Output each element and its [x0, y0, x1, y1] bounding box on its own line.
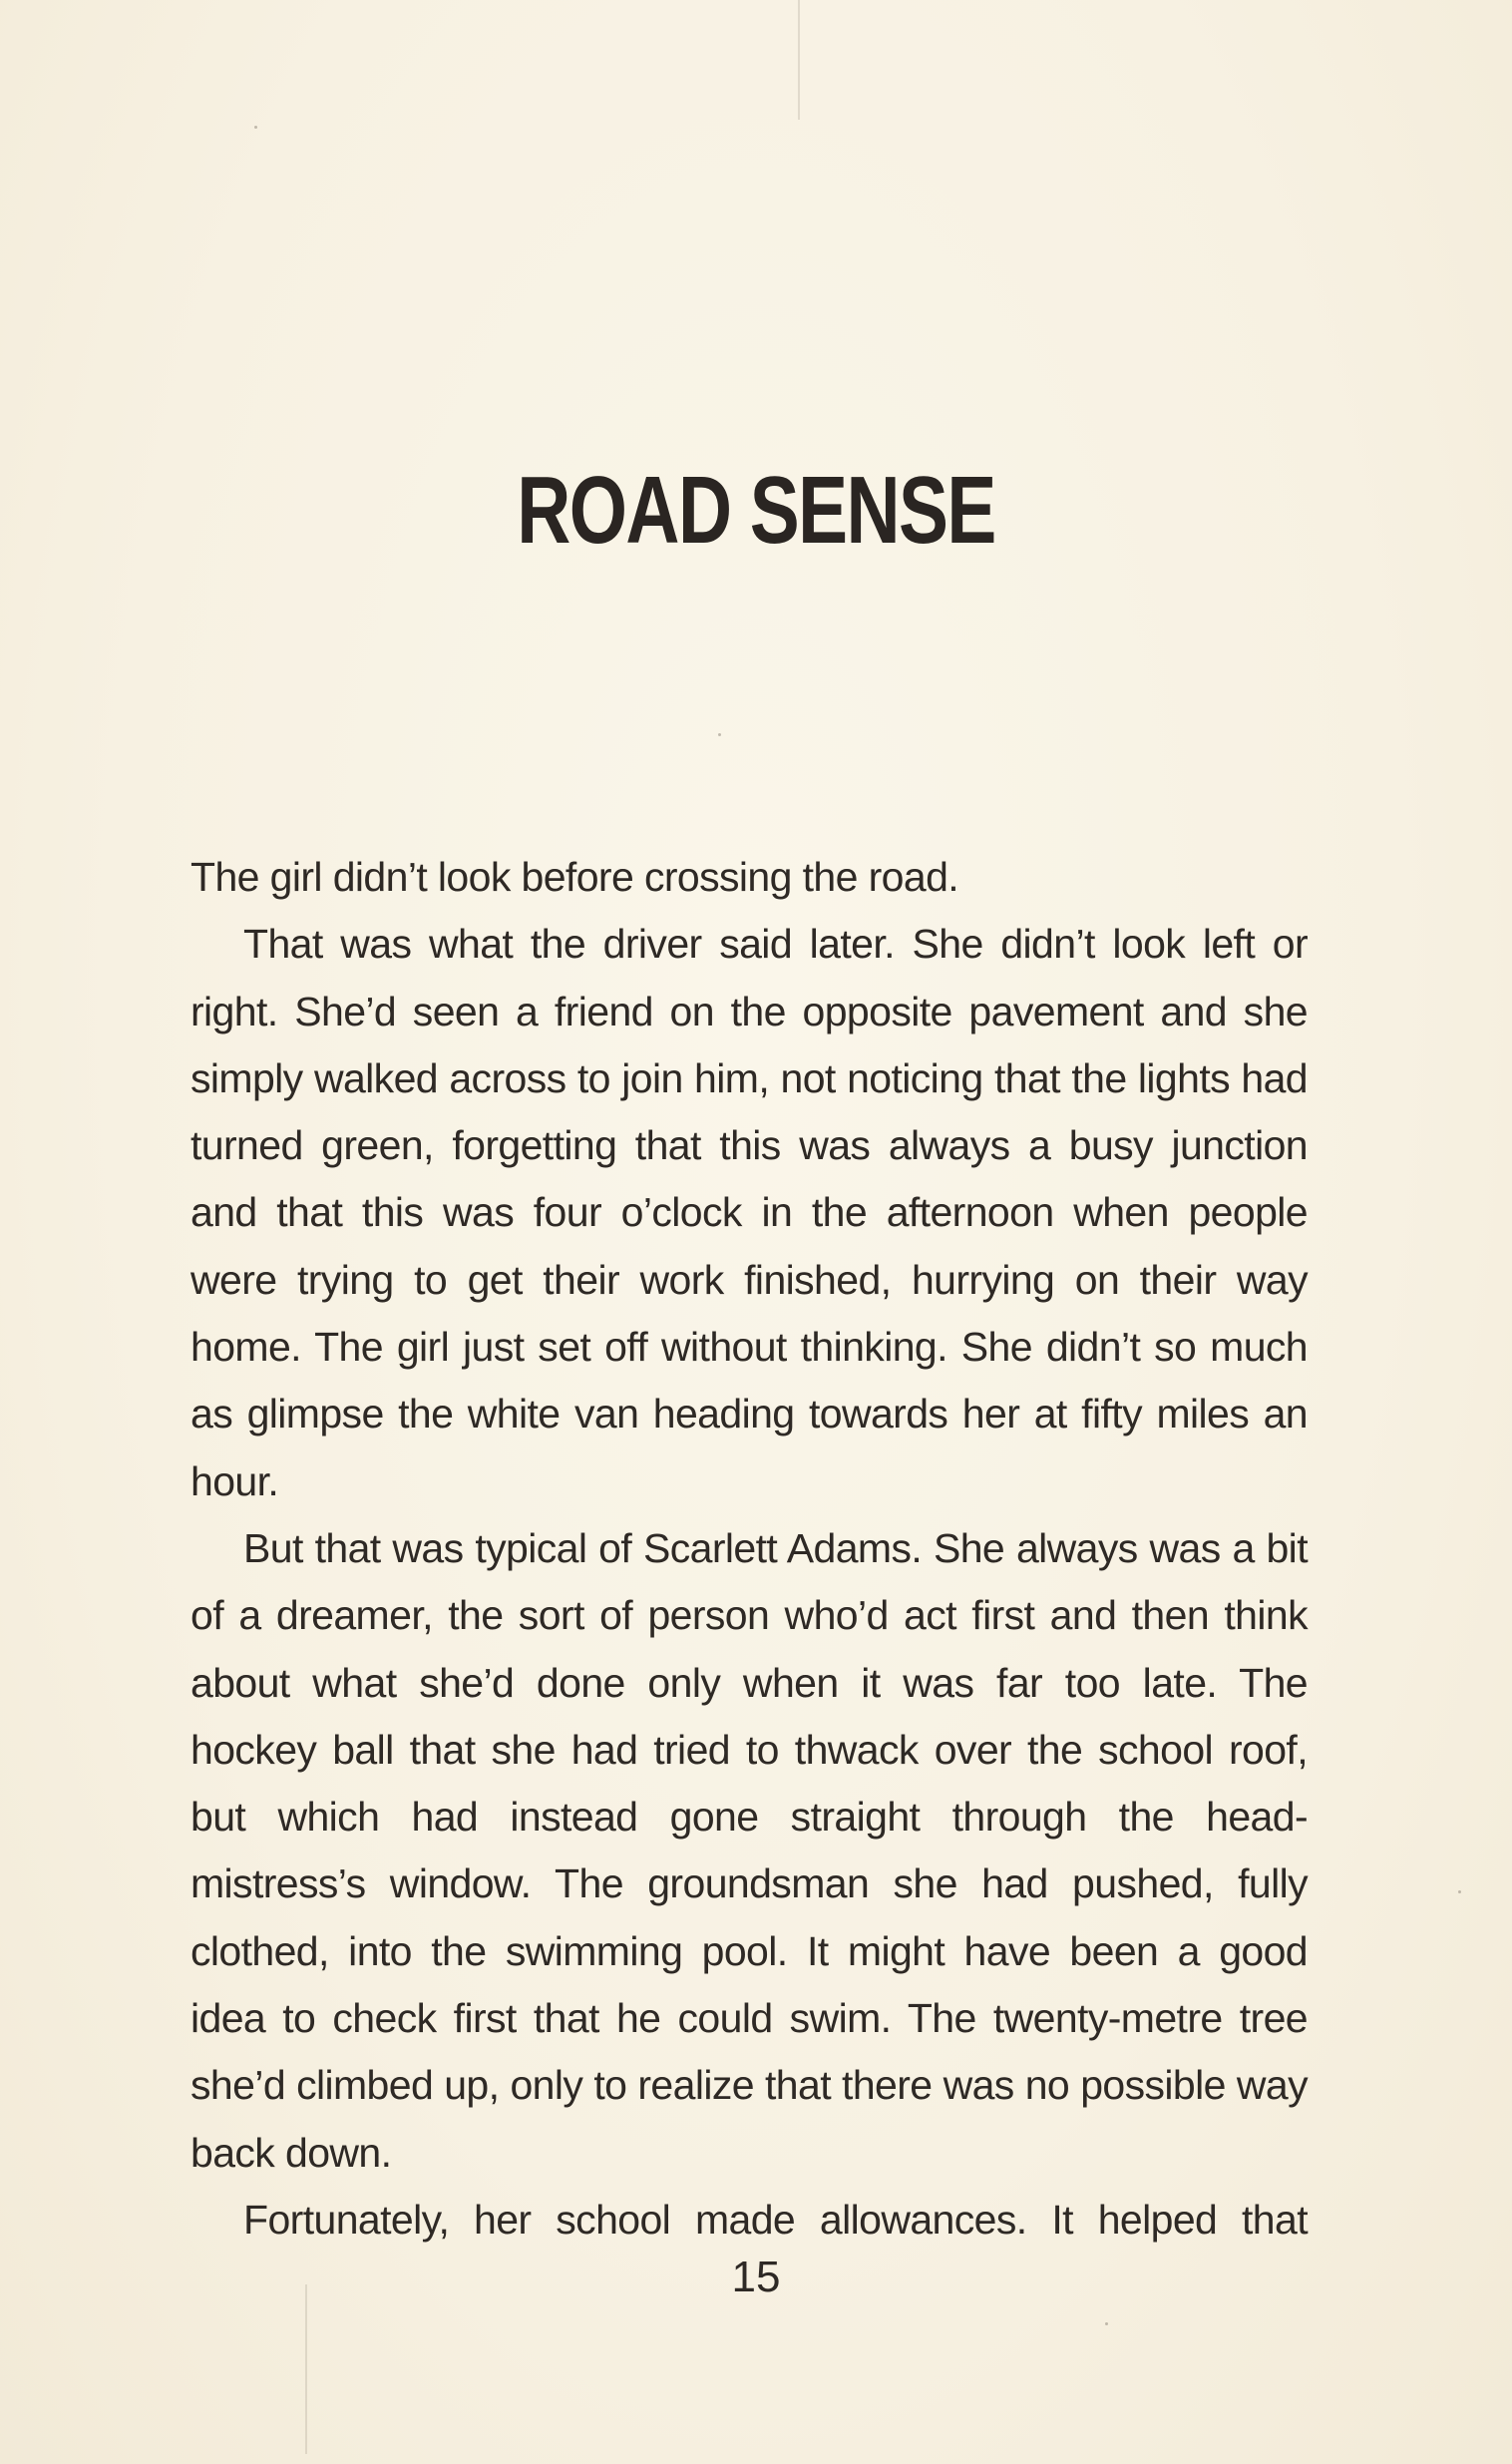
paper-speck [1105, 2322, 1108, 2325]
crease-mark-bottom [305, 2284, 307, 2454]
chapter-body [190, 844, 1308, 2254]
paper-speck [718, 733, 721, 736]
chapter-title: ROAD SENSE [517, 457, 995, 565]
paragraph-2: That was what the driver said later. She didn’t look left or right. She’d seen a friend on the opposite pavement and she simply walked across to join him, not noticing that the lights had turned green, forgetting that this was always a busy junction and that this was four o’clock in the afternoon when people were trying to get their work finished, hurrying on their way home. The girl just set off without thinking. She didn’t so much as glimpse the white van heading towards her at fifty miles an hour. [190, 921, 1308, 1504]
page-number: 15 [731, 2253, 781, 2301]
paper-speck [254, 126, 257, 129]
paper-speck [1458, 1890, 1461, 1893]
paragraph-3: But that was typical of Scarlett Adams. She always was a bit of a dreamer, the sort of person who’d act first and then think about what she’d done only when it was far too late. The hockey ball that she had tried to thwack over the school roof, but which had instead gone straight through the head-mistress’s window. The groundsman she had pushed, fully clothed, into the swimming pool. It might have been a good idea to check first that he could swim. The twenty-metre tree she’d climbed up, only to realize that there was no possible way back down. [190, 1524, 1308, 2176]
paragraph-4: Fortunately, her school made allowances. It helped that [243, 2196, 1308, 2243]
paragraph-1: The girl didn’t look before crossing the road. [190, 854, 959, 900]
crease-mark-top [798, 0, 800, 120]
